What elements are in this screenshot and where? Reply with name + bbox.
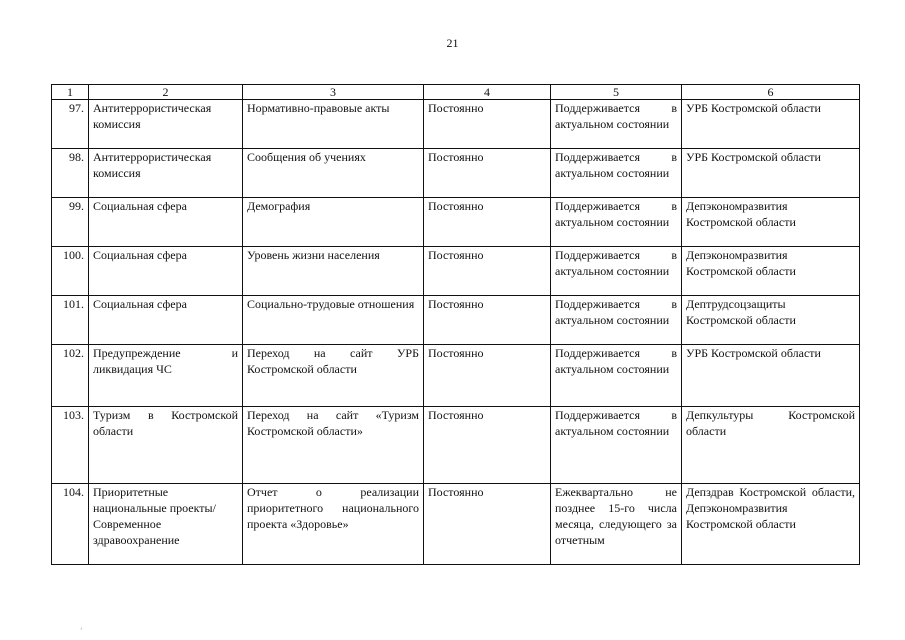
update-cell: Поддерживается в актуальном состоянии xyxy=(551,296,682,345)
frequency-cell: Постоянно xyxy=(424,345,551,407)
column-header: 3 xyxy=(243,85,424,100)
content-cell: Отчет о реализации приоритетного национального проекта «Здоровье» xyxy=(243,484,424,565)
responsible-cell: Депкультуры Костромской области xyxy=(682,407,860,484)
responsible-cell: Депэкономразвития Костромской области xyxy=(682,247,860,296)
table-row xyxy=(52,407,860,484)
row-number: 102. xyxy=(52,345,89,407)
frequency-cell: Постоянно xyxy=(424,149,551,198)
section-cell: Социальная сфера xyxy=(89,198,243,247)
update-cell: Поддерживается в актуальном состоянии xyxy=(551,345,682,407)
content-cell: Переход на сайт УРБ Костромской области xyxy=(243,345,424,407)
row-number: 101. xyxy=(52,296,89,345)
table-row xyxy=(52,247,860,296)
frequency-cell: Постоянно xyxy=(424,296,551,345)
table-row xyxy=(52,149,860,198)
update-cell: Поддерживается в актуальном состоянии xyxy=(551,198,682,247)
responsible-cell: УРБ Костромской области xyxy=(682,149,860,198)
responsible-cell: УРБ Костромской области xyxy=(682,345,860,407)
table-row xyxy=(52,296,860,345)
column-header: 5 xyxy=(551,85,682,100)
content-cell: Нормативно-правовые акты xyxy=(243,100,424,149)
header-row xyxy=(52,85,860,100)
update-cell: Поддерживается в актуальном состоянии xyxy=(551,149,682,198)
scan-artifact: ‘ xyxy=(80,626,83,635)
section-cell: Предупреждение и ликвидация ЧС xyxy=(89,345,243,407)
frequency-cell: Постоянно xyxy=(424,407,551,484)
content-cell: Уровень жизни населения xyxy=(243,247,424,296)
row-number: 104. xyxy=(52,484,89,565)
frequency-cell: Постоянно xyxy=(424,247,551,296)
responsible-cell: Депздрав Костромской области, Депэкономразвития Костромской области xyxy=(682,484,860,565)
responsible-cell: УРБ Костромской области xyxy=(682,100,860,149)
update-cell: Поддерживается в актуальном состоянии xyxy=(551,247,682,296)
section-cell: Социальная сфера xyxy=(89,296,243,345)
table-row xyxy=(52,345,860,407)
update-cell: Поддерживается в актуальном состоянии xyxy=(551,100,682,149)
row-number: 97. xyxy=(52,100,89,149)
section-cell: Приоритетные национальные проекты/Современное здравоохранение xyxy=(89,484,243,565)
registry-table xyxy=(51,84,860,565)
responsible-cell: Дептрудсоцзащиты Костромской области xyxy=(682,296,860,345)
section-cell: Антитеррористическая комиссия xyxy=(89,100,243,149)
page-number: 21 xyxy=(446,36,459,50)
table-row xyxy=(52,198,860,247)
column-header: 2 xyxy=(89,85,243,100)
responsible-cell: Депэкономразвития Костромской области xyxy=(682,198,860,247)
frequency-cell: Постоянно xyxy=(424,100,551,149)
section-cell: Антитеррористическая комиссия xyxy=(89,149,243,198)
update-cell: Поддерживается в актуальном состоянии xyxy=(551,407,682,484)
content-cell: Сообщения об учениях xyxy=(243,149,424,198)
content-cell: Переход на сайт «Туризм Костромской области» xyxy=(243,407,424,484)
row-number: 100. xyxy=(52,247,89,296)
table-row xyxy=(52,484,860,565)
column-header: 4 xyxy=(424,85,551,100)
section-cell: Туризм в Костромской области xyxy=(89,407,243,484)
row-number: 98. xyxy=(52,149,89,198)
column-header: 6 xyxy=(682,85,860,100)
frequency-cell: Постоянно xyxy=(424,484,551,565)
content-cell: Социально-трудовые отношения xyxy=(243,296,424,345)
section-cell: Социальная сфера xyxy=(89,247,243,296)
update-cell: Ежеквартально не позднее 15-го числа месяца, следующего за отчетным xyxy=(551,484,682,565)
table-row xyxy=(52,100,860,149)
content-cell: Демография xyxy=(243,198,424,247)
row-number: 103. xyxy=(52,407,89,484)
frequency-cell: Постоянно xyxy=(424,198,551,247)
column-header: 1 xyxy=(52,85,89,100)
row-number: 99. xyxy=(52,198,89,247)
